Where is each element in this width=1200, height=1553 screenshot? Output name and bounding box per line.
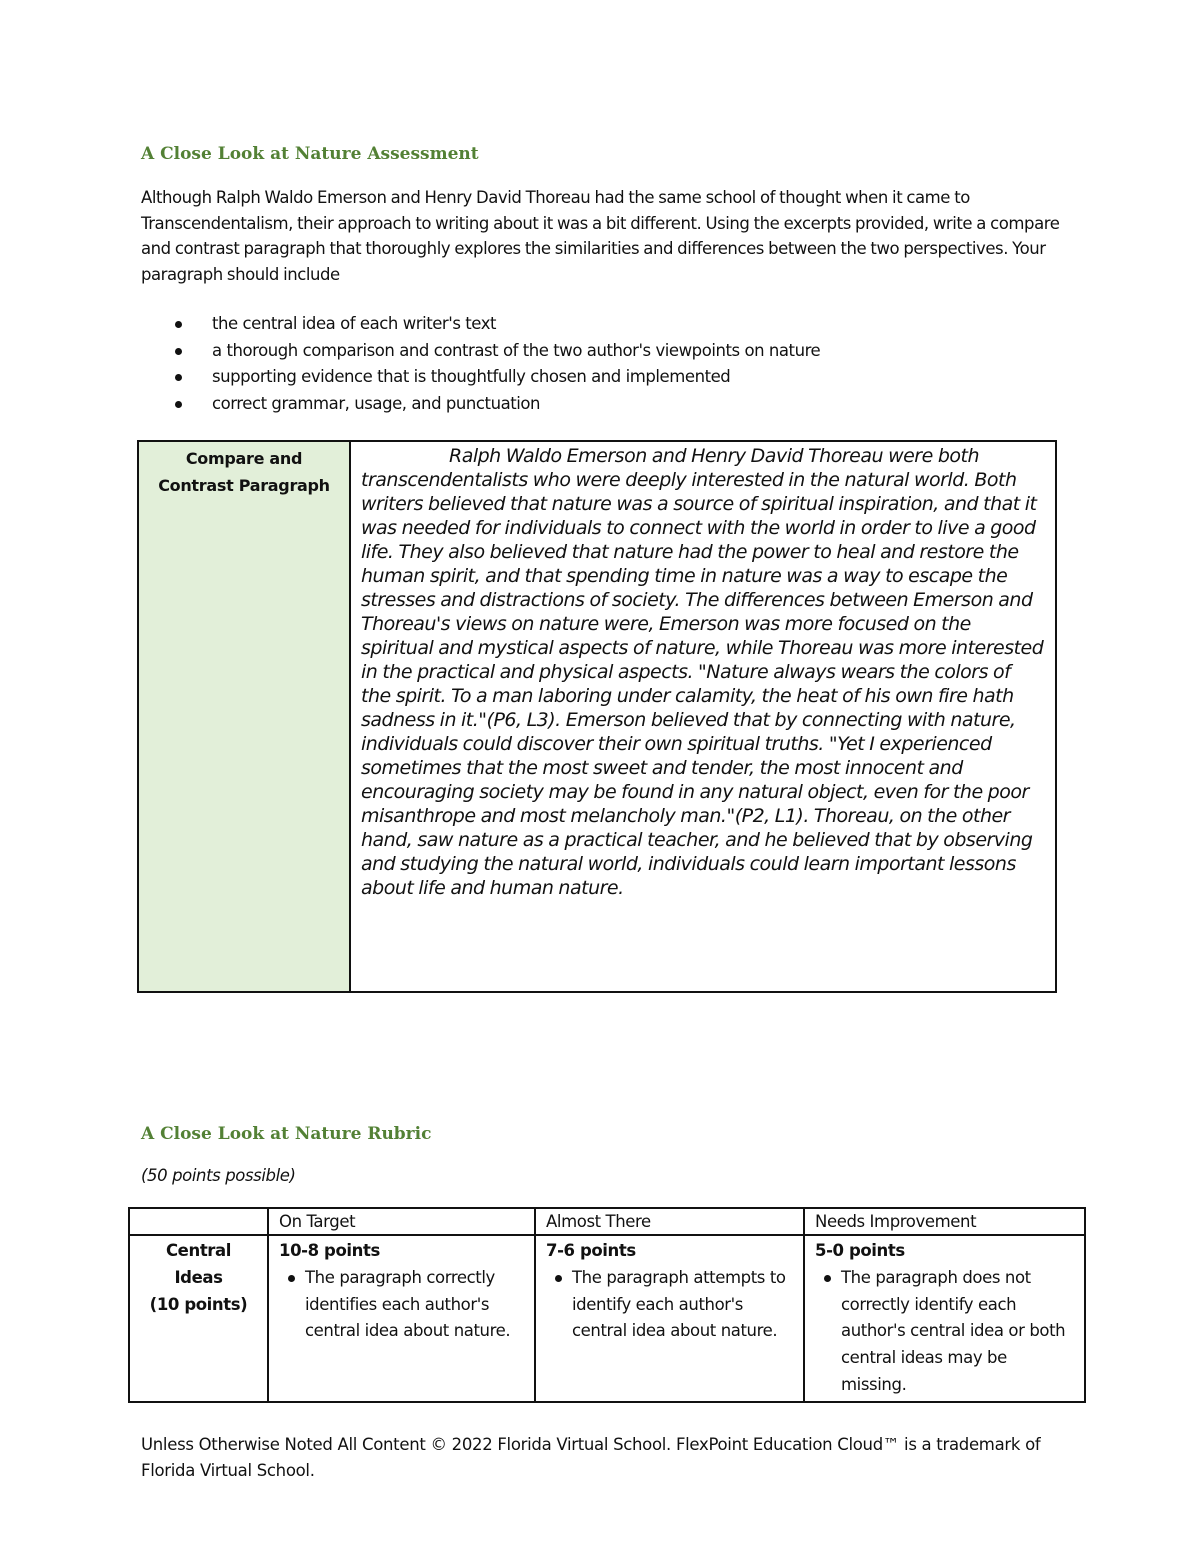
rubric-level-almost-there	[535, 1235, 804, 1402]
rubric-header-cell: Almost There	[535, 1208, 804, 1235]
assessment-title: A Close Look at Nature Assessment	[141, 144, 479, 164]
essay-response-text[interactable]: Ralph Waldo Emerson and Henry David Thoreau were both transcendentalists who were deeply interested in the natural world. Both writers believed that nature was a source of spiritual inspiration, and that it was needed for individuals to connect with the world in order to live a good life. They also believed that nature had the power to heal and restore the human spirit, and that spending time in nature was a way to escape the stresses and distractions of society. The differences between Emerson and Thoreau's views on nature were, Emerson was more focused on the spiritual and mystical aspects of nature, while Thoreau was more interested in the practical and physical aspects. "Nature always wears the colors of the spirit. To a man laboring under calamity, the heat of his own fire hath sadness in it."(P6, L3). Emerson believed that by connecting with nature, individuals could discover their own spiritual truths. "Yet I experienced sometimes that the most sweet and tender, the most innocent and encouraging society may be found in any natural object, even for the poor misanthrope and most melancholy man."(P2, L1). Thoreau, on the other hand, saw nature as a practical teacher, and he believed that by observing and studying the natural world, individuals could learn important lessons about life and human nature.	[361, 445, 1044, 899]
rubric-header-cell: On Target	[268, 1208, 535, 1235]
rubric-header-cell: Needs Improvement	[804, 1208, 1085, 1235]
level-points: 7-6 points	[546, 1241, 636, 1260]
list-item: the central idea of each writer's text	[141, 311, 820, 338]
rubric-header-row	[129, 1208, 1085, 1235]
bullet-icon	[555, 1275, 562, 1282]
rubric-criterion: Central Ideas (10 points)	[129, 1235, 268, 1402]
assessment-instructions: Although Ralph Waldo Emerson and Henry David Thoreau had the same school of thought when it came to Transcendentalism, their approach to writing about it was a bit different. Using the excerpts provided, write a compare and contrast paragraph that thoroughly explores the similarities and differences between the two perspectives. Your paragraph should include	[141, 188, 1060, 284]
essay-label-line: Contrast Paragraph	[158, 476, 330, 495]
bullet-icon	[288, 1275, 295, 1282]
bullet-icon	[175, 401, 182, 408]
points-possible: (50 points possible)	[141, 1166, 296, 1185]
rubric-table	[128, 1207, 1086, 1403]
bullet-icon	[175, 374, 182, 381]
level-description: The paragraph does not correctly identify each author's central idea or both central ideas may be missing.	[815, 1265, 1074, 1399]
list-item: correct grammar, usage, and punctuation	[141, 391, 820, 418]
rubric-level-on-target	[268, 1235, 535, 1402]
level-points: 5-0 points	[815, 1241, 905, 1260]
rubric-title: A Close Look at Nature Rubric	[141, 1124, 432, 1144]
bullet-icon	[824, 1275, 831, 1282]
essay-label-cell	[139, 442, 351, 991]
list-item: supporting evidence that is thoughtfully chosen and implemented	[141, 364, 820, 391]
requirements-list	[141, 311, 820, 417]
rubric-level-needs-improvement	[804, 1235, 1085, 1402]
level-description: The paragraph correctly identifies each author's central idea about nature.	[279, 1265, 524, 1345]
copyright-footer: Unless Otherwise Noted All Content © 2022 Florida Virtual School. FlexPoint Education Cloud™ is a trademark of Florida Virtual School.	[141, 1435, 1041, 1480]
rubric-header-cell	[129, 1208, 268, 1235]
level-description: The paragraph attempts to identify each author's central idea about nature.	[546, 1265, 793, 1345]
level-points: 10-8 points	[279, 1241, 380, 1260]
essay-label-line: Compare and	[185, 449, 303, 468]
table-row	[129, 1235, 1085, 1402]
list-item: a thorough comparison and contrast of the two author's viewpoints on nature	[141, 338, 820, 365]
bullet-icon	[175, 321, 182, 328]
bullet-icon	[175, 348, 182, 355]
essay-table	[137, 440, 1057, 993]
